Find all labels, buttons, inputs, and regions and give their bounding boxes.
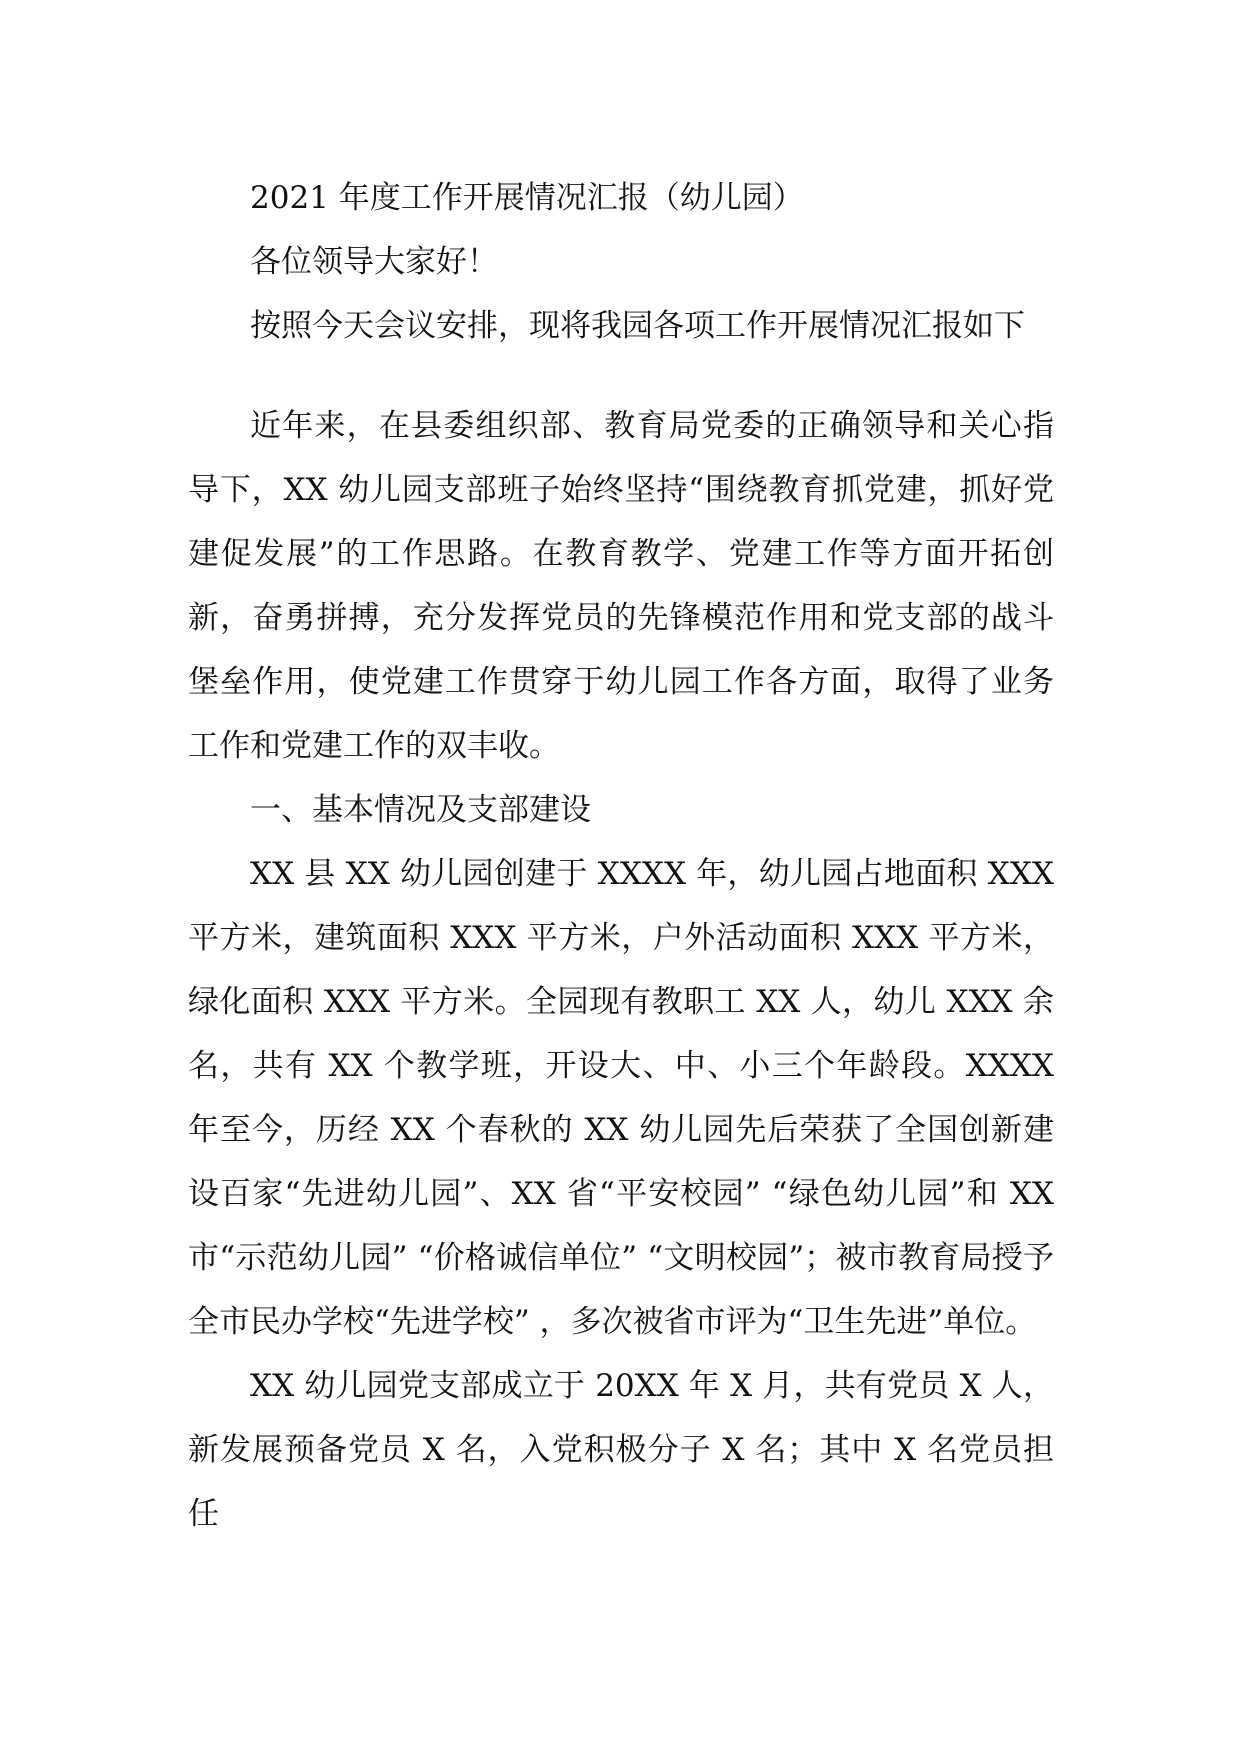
document-body — [188, 166, 1054, 1546]
section-heading-1: 一、基本情况及支部建设 — [250, 792, 591, 828]
body-paragraph-1: 近年来，在县委组织部、教育局党委的正确领导和关心指导下，XX 幼儿园支部班子始终坚持“围绕教育抓党建，抓好党建促发展”的工作思路。在教育教学、党建工作等方面开拓创新，奋勇拼搏，充分发挥党员的先锋模范作用和党支部的战斗堡垒作用，使党建工作贯穿于幼儿园工作各方面，取得了业务工作和党建工作的双丰收。 — [188, 408, 1054, 764]
intro-paragraph: 按照今天会议安排，现将我园各项工作开展情况汇报如下 — [250, 308, 1025, 344]
body-paragraph-2: XX 县 XX 幼儿园创建于 XXXX 年，幼儿园占地面积 XXX 平方米，建筑面积 XXX 平方米，户外活动面积 XXX 平方米，绿化面积 XXX 平方米。全园现有教职工 XX 人，幼儿 XXX 余名，共有 XX 个教学班，开设大、中、小三个年龄段。XXXX 年至今，历经 XX 个春秋的 XX 幼儿园先后荣获了全国创新建设百家“先进幼儿园”、XX 省“平安校园” “绿色幼儿园”和 XX 市“示范幼儿园” “价格诚信单位” “文明校园”；被市教育局授予全市民办学校“先进学校” ，多次被省市评为“卫生先进”单位。 — [188, 856, 1054, 1340]
greeting-line: 各位领导大家好！ — [250, 244, 498, 280]
document-title: 2021 年度工作开展情况汇报（幼儿园） — [250, 180, 804, 216]
body-paragraph-3: XX 幼儿园党支部成立于 20XX 年 X 月，共有党员 X 人，新发展预备党员 X 名，入党积极分子 X 名；其中 X 名党员担任 — [188, 1368, 1054, 1532]
